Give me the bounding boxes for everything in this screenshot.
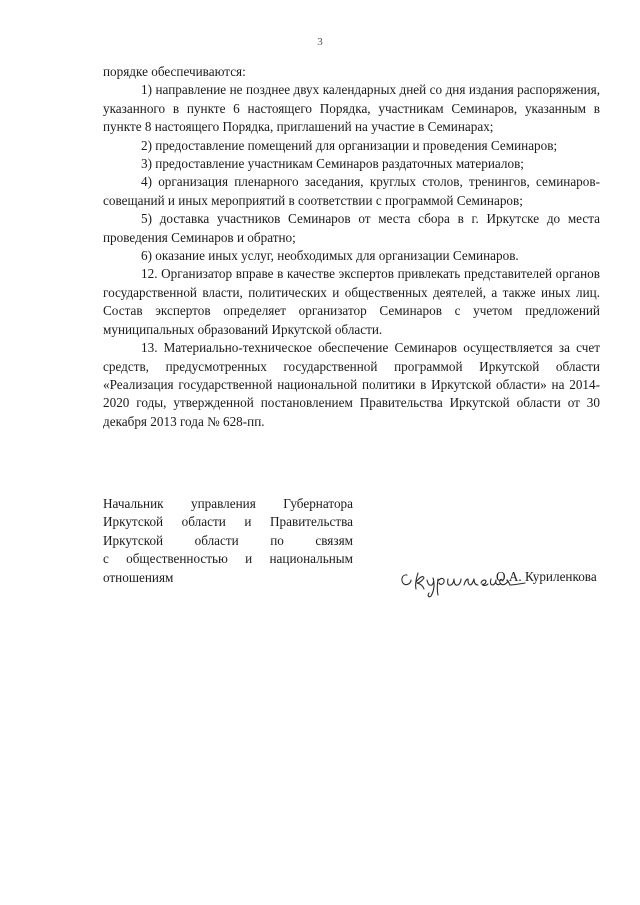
- signatory-title-line-1: Начальник управления Губернатора: [103, 496, 353, 511]
- document-body: [103, 63, 600, 431]
- paragraph-item-4: 4) организация пленарного заседания, круглых столов, тренингов, семинаров-совещаний и иных мероприятий в соответствии с программой Семинаров;: [103, 174, 600, 208]
- signatory-name: О.А. Куриленкова: [496, 569, 597, 584]
- paragraph-item-1: 1) направление не позднее двух календарных дней со дня издания распоряжения, указанного в пункте 6 настоящего Порядка, участникам Семинаров, указанным в пункте 8 настоящего Порядка, приглашений на участие в Семинарах;: [103, 82, 600, 135]
- signatory-title-line-2: Иркутской области и Правительства: [103, 514, 353, 530]
- paragraph-clause-12: 12. Организатор вправе в качестве экспертов привлекать представителей органов государственной власти, политических и общественных деятелей, а также иных лиц. Состав экспертов определяет организатор Семинаров с учетом предложений муниципальных образований Иркутской области.: [103, 266, 600, 337]
- paragraph-item-2: 2) предоставление помещений для организации и проведения Семинаров;: [141, 137, 558, 153]
- paragraph-clause-13: 13. Материально-техническое обеспечение Семинаров осуществляется за счет средств, предусмотренных государственной программой Иркутской области «Реализация государственной национальной политики в Иркутской области» на 2014-2020 годы, утвержденной постановлением Правительства Иркутской области от 30 декабря 2013 года № 628-пп.: [103, 340, 600, 429]
- paragraph-item-3: 3) предоставление участникам Семинаров раздаточных материалов;: [141, 156, 524, 172]
- paragraph-item-5: 5) доставка участников Семинаров от места сбора в г. Иркутске до места проведения Семинаров и обратно;: [103, 211, 600, 245]
- signatory-title-line-3: Иркутской области по связям: [103, 532, 353, 548]
- paragraph-item-6: 6) оказание иных услуг, необходимых для организации Семинаров.: [141, 248, 519, 264]
- signatory-title-line-5: отношениям: [103, 569, 174, 585]
- signatory-title: [103, 495, 353, 587]
- signatory-title-line-4: с общественностью и национальным: [103, 551, 353, 567]
- signature-block: [103, 495, 603, 605]
- page-number: 3: [317, 36, 323, 48]
- paragraph-intro: порядке обеспечиваются:: [103, 64, 246, 79]
